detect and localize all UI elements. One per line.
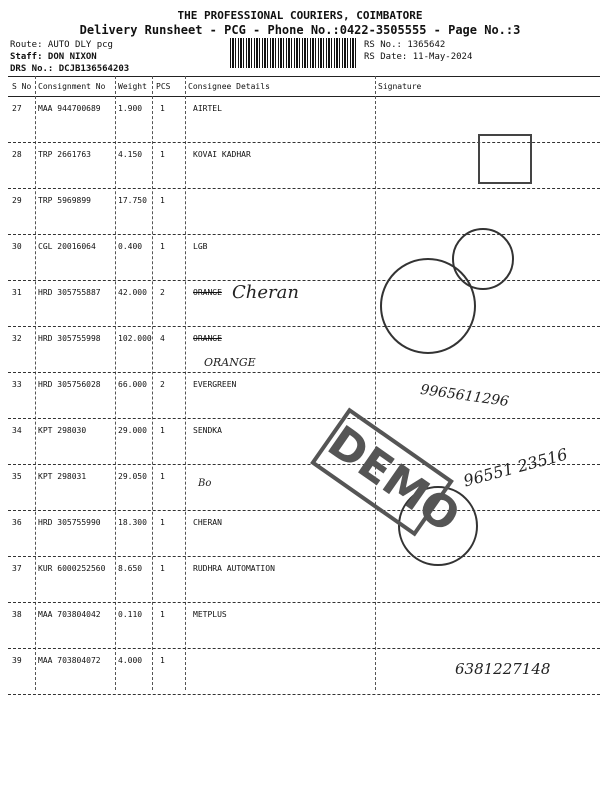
- row-divider: [8, 326, 600, 327]
- route-label: Route: AUTO DLY pcg: [10, 40, 113, 50]
- table-row: [0, 604, 600, 650]
- row-consignment-no: HRD 305755887: [38, 288, 101, 297]
- row-pcs: 1: [160, 564, 165, 573]
- row-sno: 36: [12, 518, 22, 527]
- table-row: [0, 282, 600, 328]
- row-consignee: ORANGE: [193, 334, 222, 343]
- row-pcs: 1: [160, 610, 165, 619]
- seal-stamp: [452, 228, 514, 290]
- row-pcs: 4: [160, 334, 165, 343]
- column-header-sno: S No: [12, 82, 32, 91]
- row-sno: 28: [12, 150, 22, 159]
- row-consignment-no: MAA 703804072: [38, 656, 101, 665]
- row-pcs: 2: [160, 380, 165, 389]
- row-consignment-no: MAA 703804042: [38, 610, 101, 619]
- row-weight: 42.000: [118, 288, 147, 297]
- row-sno: 35: [12, 472, 22, 481]
- row-consignment-no: CGL 20016064: [38, 242, 96, 251]
- row-divider: [8, 694, 600, 695]
- drs-number: DRS No.: DCJB136564203: [10, 64, 130, 74]
- row-weight: 4.150: [118, 150, 143, 159]
- row-consignment-no: HRD 305755998: [38, 334, 101, 343]
- row-consignee: KOVAI KADHAR: [193, 150, 251, 159]
- runsheet-title: Delivery Runsheet - PCG - Phone No.:0422-3505555 - Page No.:3: [79, 23, 521, 37]
- row-pcs: 1: [160, 150, 165, 159]
- barcode: [230, 38, 358, 68]
- row-pcs: 1: [160, 518, 165, 527]
- staff-label: Staff: DON NIXON: [10, 52, 97, 62]
- row-pcs: 1: [160, 196, 165, 205]
- table-row: [0, 558, 600, 604]
- row-pcs: 1: [160, 104, 165, 113]
- row-divider: [8, 234, 600, 235]
- row-sno: 32: [12, 334, 22, 343]
- row-consignment-no: HRD 305755990: [38, 518, 101, 527]
- row-divider: [8, 372, 600, 373]
- row-divider: [8, 510, 600, 511]
- row-weight: 18.300: [118, 518, 147, 527]
- row-consignee: SENDKA: [193, 426, 222, 435]
- row-divider: [8, 280, 600, 281]
- row-pcs: 1: [160, 472, 165, 481]
- row-divider: [8, 188, 600, 189]
- row-weight: 4.000: [118, 656, 143, 665]
- rs-date: RS Date: 11-May-2024: [364, 52, 473, 62]
- row-divider: [8, 556, 600, 557]
- handwritten-note: Cheran: [232, 282, 299, 303]
- row-sno: 34: [12, 426, 22, 435]
- row-consignee: EVERGREEN: [193, 380, 237, 389]
- row-divider: [8, 602, 600, 603]
- row-sno: 27: [12, 104, 22, 113]
- table-row: [0, 374, 600, 420]
- demo-watermark-stamp: DEMO: [310, 407, 454, 536]
- row-consignment-no: TRP 2661763: [38, 150, 91, 159]
- company-name: THE PROFESSIONAL COURIERS, COIMBATORE: [177, 9, 423, 22]
- row-consignment-no: MAA 944700689: [38, 104, 101, 113]
- row-weight: 29.050: [118, 472, 147, 481]
- row-consignee: METPLUS: [193, 610, 227, 619]
- row-consignee: CHERAN: [193, 518, 222, 527]
- row-sno: 31: [12, 288, 22, 297]
- square-stamp: [478, 134, 532, 184]
- row-pcs: 1: [160, 426, 165, 435]
- column-header-pcs: PCS: [156, 82, 171, 91]
- row-pcs: 1: [160, 656, 165, 665]
- row-weight: 17.750: [118, 196, 147, 205]
- handwritten-phone: 96551 23516: [461, 444, 570, 491]
- table-row: [0, 512, 600, 558]
- header-bottom-rule: [8, 96, 600, 97]
- table-row: [0, 328, 600, 374]
- row-sno: 37: [12, 564, 22, 573]
- handwritten-mark: Bo: [198, 478, 212, 489]
- row-weight: 66.000: [118, 380, 147, 389]
- row-consignee: RUDHRA AUTOMATION: [193, 564, 275, 573]
- handwritten-phone: 6381227148: [455, 660, 551, 678]
- handwritten-note: ORANGE: [204, 356, 256, 369]
- row-consignment-no: KPT 298031: [38, 472, 87, 481]
- table-top-rule: [8, 76, 600, 77]
- row-sno: 30: [12, 242, 22, 251]
- column-header-weight: Weight: [118, 82, 147, 91]
- row-weight: 0.400: [118, 242, 143, 251]
- row-sno: 38: [12, 610, 22, 619]
- row-divider: [8, 648, 600, 649]
- row-consignee: ORANGE: [193, 288, 222, 297]
- row-consignment-no: KUR 6000252560: [38, 564, 106, 573]
- column-header-signature: Signature: [378, 82, 422, 91]
- rs-number: RS No.: 1365642: [364, 40, 446, 50]
- row-sno: 39: [12, 656, 22, 665]
- handwritten-phone: 9965611296: [419, 381, 510, 411]
- row-consignee: AIRTEL: [193, 104, 222, 113]
- row-divider: [8, 418, 600, 419]
- row-sno: 29: [12, 196, 22, 205]
- row-consignment-no: TRP 5969899: [38, 196, 91, 205]
- row-consignment-no: KPT 298030: [38, 426, 87, 435]
- row-pcs: 1: [160, 242, 165, 251]
- row-consignment-no: HRD 305756028: [38, 380, 101, 389]
- row-pcs: 2: [160, 288, 165, 297]
- table-row: [0, 190, 600, 236]
- column-header-consignment: Consignment No: [38, 82, 106, 91]
- row-weight: 29.000: [118, 426, 147, 435]
- row-weight: 102.000: [118, 334, 152, 343]
- row-weight: 1.900: [118, 104, 143, 113]
- row-consignee: LGB: [193, 242, 208, 251]
- row-sno: 33: [12, 380, 22, 389]
- column-header-consignee: Consignee Details: [188, 82, 270, 91]
- row-weight: 8.650: [118, 564, 143, 573]
- row-weight: 0.110: [118, 610, 143, 619]
